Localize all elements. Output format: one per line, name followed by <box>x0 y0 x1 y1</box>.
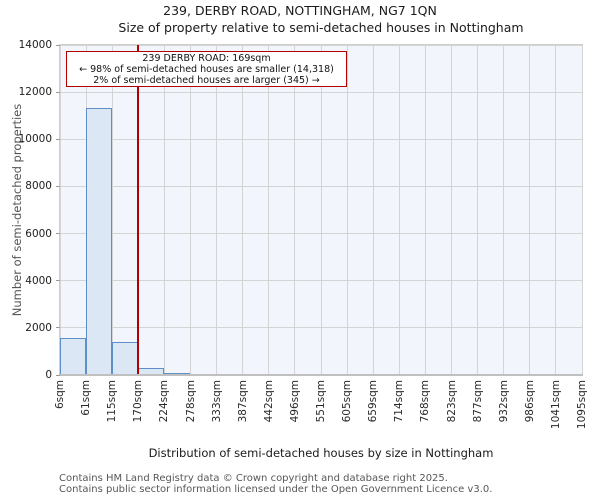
grid-line-v <box>268 45 269 375</box>
x-tick-label: 387sqm <box>236 380 249 423</box>
y-tick-mark <box>56 233 60 234</box>
grid-line-v <box>321 45 322 375</box>
x-tick-label: 1041sqm <box>549 380 562 430</box>
x-tick-label: 659sqm <box>367 380 380 423</box>
grid-line-v <box>164 45 165 375</box>
annotation-box <box>66 51 347 87</box>
y-tick-label: 4000 <box>25 274 52 287</box>
bar <box>86 108 112 375</box>
grid-line-v <box>60 45 61 375</box>
y-tick-label: 14000 <box>18 39 52 51</box>
x-tick-label: 224sqm <box>158 380 171 423</box>
x-tick-label: 551sqm <box>315 380 327 423</box>
x-tick-label: 823sqm <box>445 380 458 423</box>
grid-line-v <box>294 45 295 375</box>
grid-line-v <box>477 45 478 375</box>
y-tick-label: 8000 <box>25 180 52 193</box>
y-tick-mark <box>56 139 60 140</box>
x-tick-label: 170sqm <box>132 380 145 423</box>
y-tick-label: 0 <box>45 369 52 381</box>
grid-line-v <box>425 45 426 375</box>
x-tick-label: 115sqm <box>106 380 119 423</box>
y-tick-label: 2000 <box>25 321 52 334</box>
grid-line-v <box>399 45 400 375</box>
chart-subtitle: Size of property relative to semi-detached houses in Nottingham <box>118 20 524 35</box>
y-tick-label: 6000 <box>25 227 52 240</box>
annotation-line-2: ← 98% of semi-detached houses are smaller (14,318) <box>79 63 334 75</box>
x-tick-label: 333sqm <box>210 380 223 423</box>
x-axis-title: Distribution of semi-detached houses by size in Nottingham <box>148 446 494 460</box>
x-axis-line <box>59 374 583 376</box>
bar <box>112 342 138 375</box>
grid-line-v <box>555 45 556 375</box>
grid-line-v <box>216 45 217 375</box>
y-tick-mark <box>56 280 60 281</box>
grid-line-v <box>582 45 583 375</box>
y-tick-mark <box>56 186 60 187</box>
y-tick-mark <box>56 92 60 93</box>
x-tick-label: 278sqm <box>184 380 197 423</box>
y-tick-mark <box>56 327 60 328</box>
grid-line-v <box>373 45 374 375</box>
x-tick-label: 442sqm <box>262 380 275 423</box>
y-axis-label: Number of semi-detached properties <box>10 103 24 317</box>
x-tick-label: 6sqm <box>54 380 66 410</box>
x-tick-label: 61sqm <box>80 380 93 416</box>
grid-line-v <box>242 45 243 375</box>
footer-line-1: Contains HM Land Registry data © Crown copyright and database right 2025. <box>59 473 448 484</box>
x-tick-label: 714sqm <box>393 380 406 423</box>
y-tick-mark <box>56 375 60 376</box>
annotation-line-3: 2% of semi-detached houses are larger (345) → <box>93 74 320 86</box>
property-marker-line <box>137 45 139 375</box>
grid-line-v <box>529 45 530 375</box>
footer-line-2: Contains public sector information licensed under the Open Government Licence v3.0. <box>59 483 493 495</box>
x-tick-label: 1095sqm <box>576 380 588 430</box>
grid-line-v <box>451 45 452 375</box>
y-tick-label: 10000 <box>18 133 52 146</box>
grid-line-v <box>347 45 348 375</box>
x-tick-label: 768sqm <box>419 380 432 423</box>
x-tick-label: 932sqm <box>497 380 510 423</box>
bar <box>60 338 86 375</box>
x-tick-label: 877sqm <box>471 380 484 423</box>
x-tick-label: 605sqm <box>341 380 354 423</box>
grid-line-v <box>190 45 191 375</box>
y-tick-mark <box>56 45 60 46</box>
plot-area <box>60 45 582 375</box>
x-tick-label: 496sqm <box>288 380 301 423</box>
grid-line-v <box>503 45 504 375</box>
chart-title: 239, DERBY ROAD, NOTTINGHAM, NG7 1QN <box>163 3 437 18</box>
x-tick-label: 986sqm <box>523 380 536 423</box>
annotation-line-1: 239 DERBY ROAD: 169sqm <box>142 52 271 64</box>
y-tick-label: 12000 <box>18 86 52 99</box>
